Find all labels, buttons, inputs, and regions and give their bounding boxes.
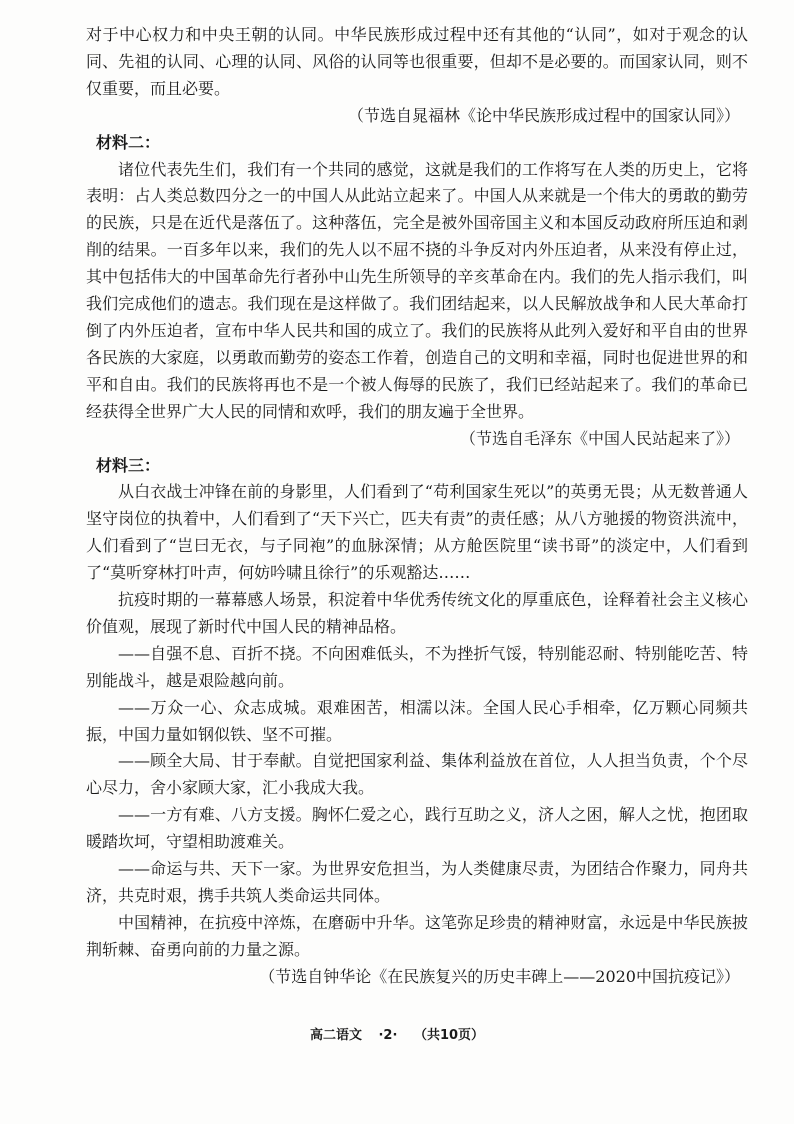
material3-paragraph: ——顾全大局、甘于奉献。自觉把国家利益、集体利益放在首位，人人担当负责，个个尽心尽力，舍小家顾大家，汇小我成大我。 [86, 751, 748, 798]
page-footer [0, 1024, 794, 1043]
material3-heading: 材料三： [96, 455, 161, 475]
material1-tail-paragraph: 对于中心权力和中央王朝的认同。中华民族形成过程中还有其他的“认同”，如对于观念的认同、先祖的认同、心理的认同、风俗的认同等也很重要，但却不是必要的。而国家认同，则不仅重要，而且必要。 [86, 25, 748, 98]
footer-subject: 高二语文 [309, 1028, 362, 1043]
material3-paragraph: 抗疫时期的一幕幕感人场景，积淀着中华优秀传统文化的厚重底色，诠释着社会主义核心价值观，展现了新时代中国人民的精神品格。 [86, 590, 748, 636]
material3-paragraph: 从白衣战士冲锋在前的身影里，人们看到了“苟利国家生死以”的英勇无畏；从无数普通人坚守岗位的执着中，人们看到了“天下兴亡，匹夫有责”的责任感；从八方驰援的物资洪流中，人们看到了“岂曰无衣，与子同袍”的血脉深情；从方舱医院里“读书哥”的淡定中，人们看到了“莫听穿林打叶声，何妨吟啸且徐行”的乐观豁达…… [86, 482, 748, 583]
material3-paragraph: ——一方有难、八方支援。胸怀仁爱之心，践行互助之义，济人之困，解人之忧，抱团取暖踏坎坷，守望相助渡难关。 [86, 805, 748, 852]
material3-paragraph: ——命运与共、天下一家。为世界安危担当，为人类健康尽责，为团结合作聚力，同舟共济，共克时艰，携手共筑人类命运共同体。 [86, 859, 748, 905]
material3-paragraph: ——万众一心、众志成城。艰难困苦，相濡以沫。全国人民心手相牵，亿万颗心同频共振，中国力量如钢似铁、坚不可摧。 [86, 697, 748, 744]
page-content [86, 22, 748, 991]
material3-paragraph: 中国精神，在抗疫中淬炼，在磨砺中升华。这笔弥足珍贵的精神财富，永远是中华民族披荆斩棘、奋勇向前的力量之源。 [86, 912, 748, 959]
material2-paragraph: 诸位代表先生们，我们有一个共同的感觉，这就是我们的工作将写在人类的历史上，它将表明：占人类总数四分之一的中国人从此站立起来了。中国人从来就是一个伟大的勇敢的勤劳的民族，只是在近代是落伍了。这种落伍，完全是被外国帝国主义和本国反动政府所压迫和剥削的结果。一百多年以来，我们的先人以不屈不挠的斗争反对内外压迫者，从来没有停止过，其中包括伟大的中国革命先行者孙中山先生所领导的辛亥革命在内。我们的先人指示我们，叫我们完成他们的遗志。我们现在是这样做了。我们团结起来，以人民解放战争和人民大革命打倒了内外压迫者，宣布中华人民共和国的成立了。我们的民族将从此列入爱好和平自由的世界各民族的大家庭，以勇敢而勤劳的姿态工作着，创造自己的文明和幸福，同时也促进世界的和平和自由。我们的民族将再也不是一个被人侮辱的民族了，我们已经站起来了。我们的革命已经获得全世界广大人民的同情和欢呼，我们的朋友遍于全世界。 [86, 159, 748, 421]
material3-source: （节选自钟华论《在民族复兴的历史丰碑上——2020中国抗疫记》） [259, 966, 740, 986]
footer-page-number: ·2· [378, 1028, 398, 1043]
material2-heading: 材料二： [96, 132, 161, 152]
material3-paragraph: ——自强不息、百折不挠。不向困难低头，不为挫折气馁，特别能忍耐、特别能吃苦、特别能战斗，越是艰险越向前。 [86, 643, 748, 690]
footer-total-pages: （共10页） [413, 1028, 485, 1043]
material1-source: （节选自晁福林《论中华民族形成过程中的国家认同》） [347, 105, 740, 125]
material2-source: （节选自毛泽东《中国人民站起来了》） [459, 428, 740, 448]
